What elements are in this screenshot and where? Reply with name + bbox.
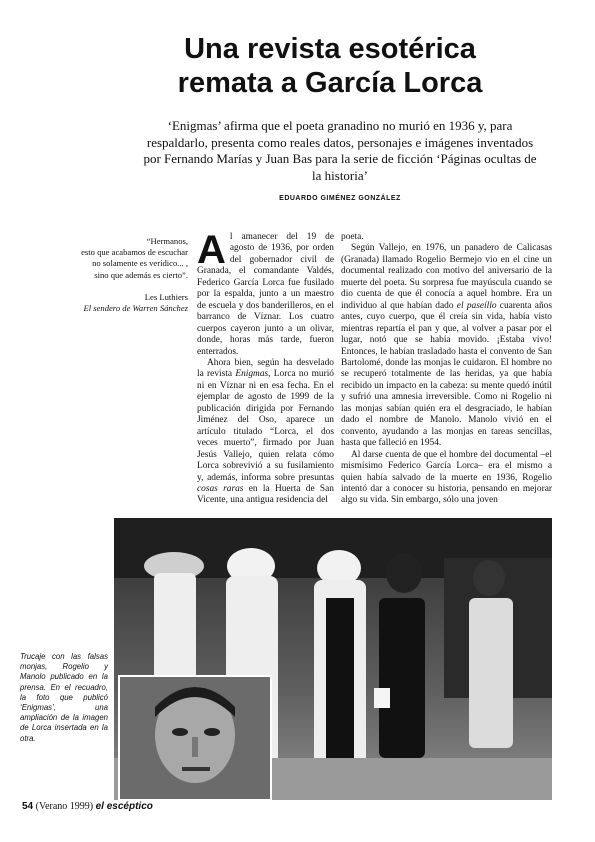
epigraph-line: no solamente es verídico... , (92, 258, 188, 269)
title-line-1: Una revista esotérica (184, 33, 476, 65)
epigraph-line: “Hermanos, (146, 236, 188, 246)
title-line-2: remata a García Lorca (177, 67, 483, 99)
photo-caption: Trucaje con las falsas monjas, Rogelio y Manolo publicado en la prensa. En el recuadro, la foto que publicó ‘Enigmas’, una ampliación de la imagen de Lorca insertada en la otra. (20, 652, 108, 743)
portrait-illustration (120, 677, 270, 799)
epigraph-line: sino que además es cierto”. (94, 269, 188, 280)
paragraph-3: Según Vallejo, en 1976, un panadero de Calicasas (Granada) llamado Rogelio Bermejo vio en el cine un documental realizado con motivo del aniversario de la muerte del poeta. Su sorpresa fue mayúscula cuando se dio cuenta de que él conocía a aquel hombre. Era un individuo al que habían dado el paseíllo cuarenta años antes, cuyo cuerpo, que él creía sin vida, había visto mientras repartía el pan y que, al volver a pasar por el lugar, notó que se había movido. ¡Estaba vivo! Entonces, le habían trasladado hasta el convento de San Bartolomé, donde las monjas le cuidaron. El hombre no se recuperó totalmente de las heridas, ya que había recibido un impacto en la cabeza: su mente quedó inútil y sufrió una amnesia irreversible. Como ni Rogelio ni las monjas sabían quién era el desgraciado, le habían dado el nombre de Manolo. Manolo vivió en el convento, ayudando a las monjas en tareas sencillas, hasta que falleció en 1954. (341, 243, 552, 449)
article-title (110, 32, 550, 100)
paragraph-1: l amanecer del 19 de agosto de 1936, por orden del gobernador civil de Granada, el comandante Valdés, Federico García Lorca fue fusilado por la espalda, junto a un maestro de escuela y dos banderilleros, en el barranco de Víznar. Los cuatro cuerpos cayeron junto a un olivar, donde, horas más tarde, fueron enterrados. (197, 232, 334, 357)
epigraph (22, 236, 188, 314)
paragraph-2: Ahora bien, según ha desvelado la revista Enigmas, Lorca no murió ni en Víznar ni en esa fecha. En el ejemplar de agosto de 1999 de la publicación dirigida por Fernando Jiménez del Oso, aparece un artículo titulado “Lorca, el dos veces muerto”, firmado por Juan Jesús Vallejo, quien relata cómo Lorca sobrevivió a su fusilamiento y, además, informa sobre presuntas cosas raras en la Huerta de San Vicente, una antigua residencia del (197, 357, 334, 506)
page-footer (22, 801, 153, 812)
epigraph-author: Les Luthiers (144, 291, 188, 302)
body-column-1 (197, 228, 334, 507)
epigraph-line: esto que acabamos de escuchar (81, 247, 188, 258)
body-column-2: poeta. Según Vallejo, en 1976, un panadero de Calicasas (Granada) llamado Rogelio Bermejo vio en el cine un documental realizado con motivo del aniversario de la muerte del poeta. Su sorpresa fue mayúscula cuando se dio cuenta de que él conocía a aquel hombre. Era un individuo al que habían dado el paseíllo cuarenta años antes, cuyo cuerpo, que él creía sin vida, había visto mientras repartía el pan y que, al volver a pasar por el lugar, notó que se había movido. ¡Estaba vivo! Entonces, le habían trasladado hasta el convento de San Bartolomé, donde las monjas le cuidaron. El hombre no se recuperó totalmente de las heridas, ya que había recibido un impacto en la cabeza: su mente quedó inútil y sufrió una amnesia irreversible. Como ni Rogelio ni las monjas sabían quién era el desgraciado, le habían dado el nombre de Manolo. Manolo vivió en el convento, ayudando a las monjas en tareas sencillas, hasta que falleció en 1954. Al darse cuenta de que el hombre del documental –el mismísimo Federico García Lorca– era el mismo a quien había salvado de la muerte en 1936, Rogelio intentó dar a conocer su historia, pensando en mejorar algo su vida. Sin embargo, sólo una joven (341, 232, 552, 506)
article-subtitle: ‘Enigmas’ afirma que el poeta granadino no murió en 1936 y, para respaldarlo, presenta como reales datos, personajes e imágenes inventados por Fernando Marías y Juan Bas para la serie de ficción ‘Páginas ocultas de la historia’ (143, 118, 537, 183)
issue-date: (Verano 1999) (35, 801, 94, 812)
drop-cap: A (197, 228, 226, 272)
epigraph-source: El sendero de Warren Sánchez (83, 303, 188, 314)
magazine-name: el escéptico (95, 801, 153, 812)
paragraph-4: Al darse cuenta de que el hombre del documental –el mismísimo Federico García Lorca– era el mismo a quien había salvado de la muerte en 1936, Rogelio intentó dar a conocer su historia, pensando en mejorar algo su vida. Sin embargo, sólo una joven (341, 449, 552, 506)
page-number: 54 (22, 801, 34, 812)
lorca-inset-photo (118, 675, 272, 801)
author-byline: EDUARDO GIMÉNEZ GONZÁLEZ (279, 195, 401, 202)
